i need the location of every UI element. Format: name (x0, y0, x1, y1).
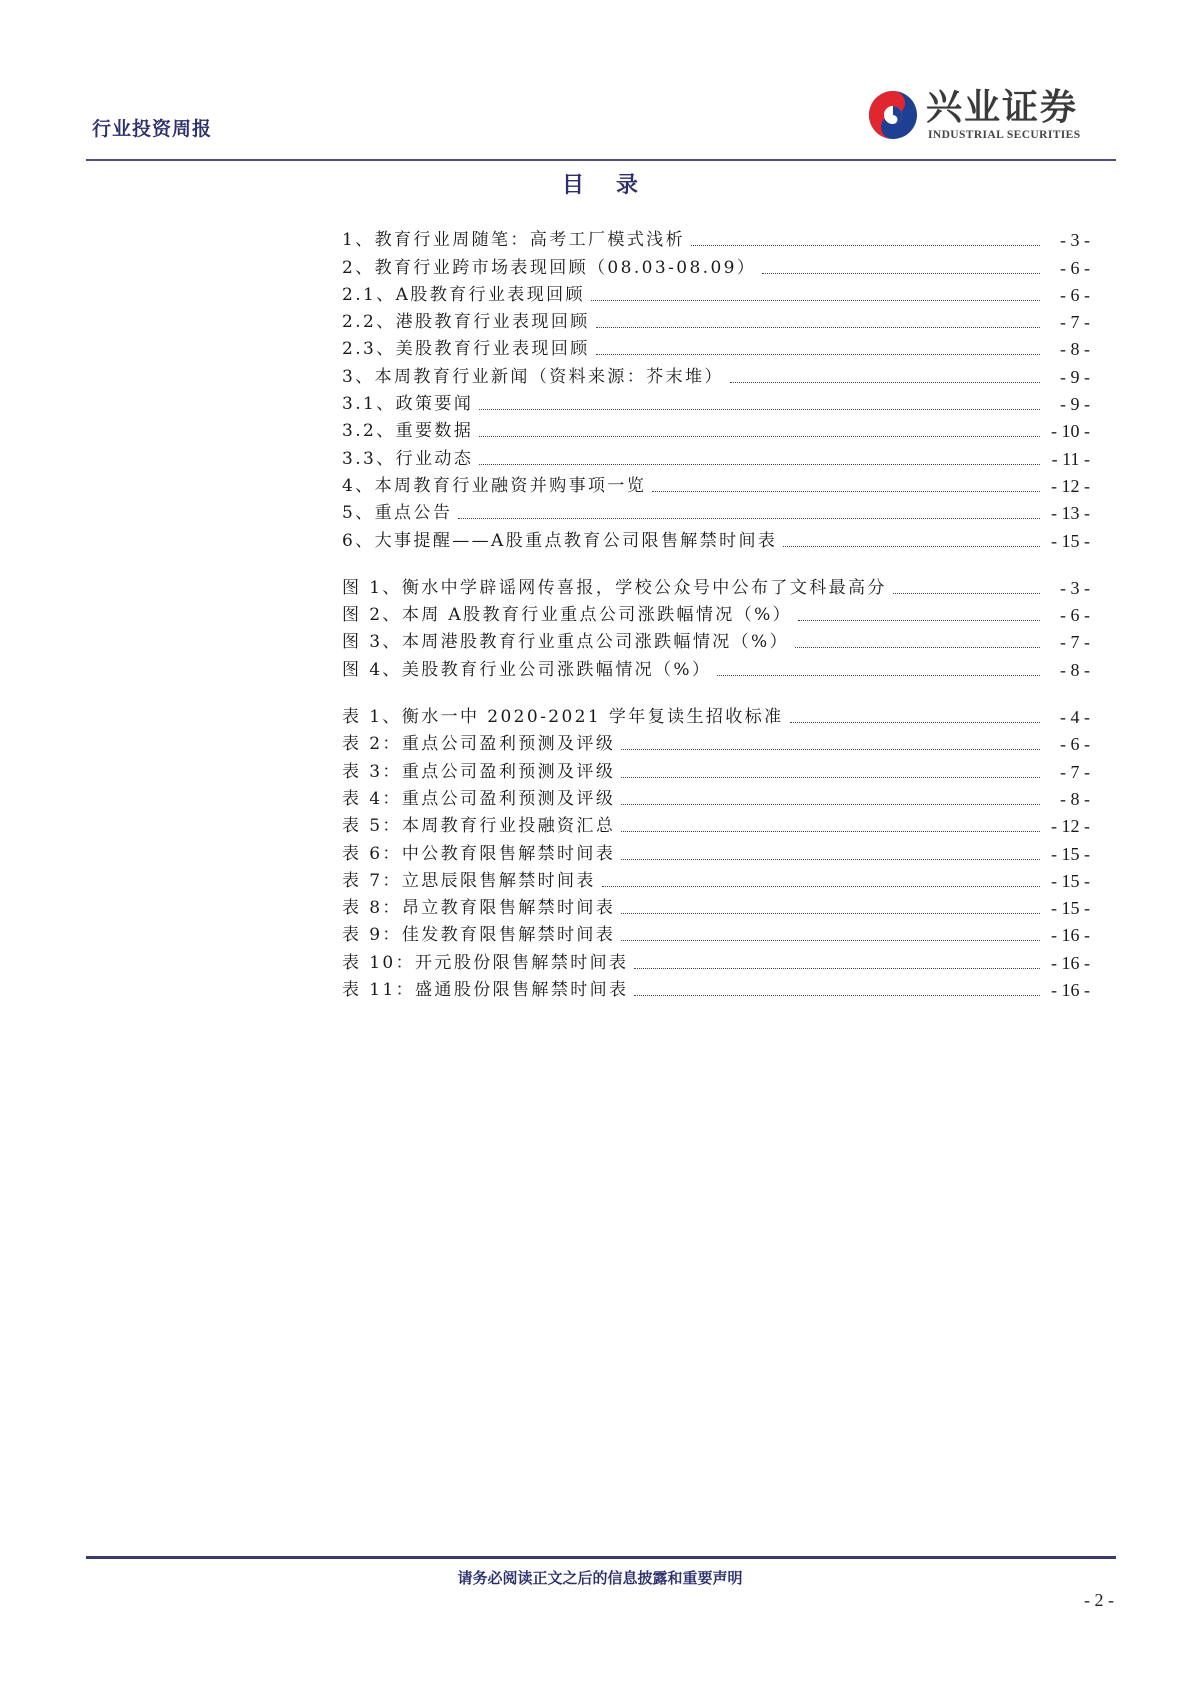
toc-table-entry[interactable] (342, 810, 1090, 837)
dot-leader (621, 830, 1040, 832)
dot-leader (602, 885, 1040, 887)
toc-entry-page[interactable]: - 6 - (1060, 734, 1090, 755)
toc-table-entry[interactable] (342, 919, 1090, 946)
toc-entry-page[interactable]: - 12 - (1051, 816, 1090, 837)
dot-leader (795, 646, 1040, 648)
toc-entry-label[interactable]: 表 10：开元股份限售解禁时间表 (342, 952, 629, 973)
toc-entry-page[interactable]: - 3 - (1060, 577, 1090, 598)
toc-entry-page[interactable]: - 6 - (1060, 257, 1090, 278)
toc-entry-label[interactable]: 表 5：本周教育行业投融资汇总 (342, 816, 616, 837)
toc-section-entry[interactable] (342, 497, 1090, 524)
toc-section-entry[interactable] (342, 224, 1090, 251)
toc-section-entry[interactable] (342, 442, 1090, 469)
toc-entry-page[interactable]: - 8 - (1060, 788, 1090, 809)
dot-leader (634, 994, 1040, 996)
toc-entry-label[interactable]: 图 4、美股教育行业公司涨跌幅情况（%） (342, 659, 712, 680)
toc-entry-label[interactable]: 3.3、行业动态 (342, 448, 474, 469)
toc-entry-label[interactable]: 5、重点公告 (342, 503, 453, 524)
toc-tables (342, 701, 1090, 1001)
toc-entry-page[interactable]: - 11 - (1051, 448, 1090, 469)
toc-entry-page[interactable]: - 15 - (1051, 898, 1090, 919)
toc-entry-page[interactable]: - 16 - (1051, 925, 1090, 946)
dot-leader (652, 490, 1040, 492)
toc-entry-label[interactable]: 图 1、衡水中学辟谣网传喜报，学校公众号中公布了文科最高分 (342, 577, 887, 598)
toc-entry-label[interactable]: 表 9：佳发教育限售解禁时间表 (342, 925, 616, 946)
toc-section-entry[interactable] (342, 415, 1090, 442)
toc-entry-label[interactable]: 4、本周教育行业融资并购事项一览 (342, 475, 647, 496)
toc-figure-entry[interactable] (342, 626, 1090, 653)
toc-section-entry[interactable] (342, 360, 1090, 387)
dot-leader (790, 721, 1041, 723)
dot-leader (893, 592, 1040, 594)
toc-table-entry[interactable] (342, 728, 1090, 755)
toc-table-entry[interactable] (342, 837, 1090, 864)
toc-section-entry[interactable] (342, 470, 1090, 497)
toc-entry-label[interactable]: 2.2、港股教育行业表现回顾 (342, 312, 590, 333)
toc-entry-page[interactable]: - 8 - (1060, 659, 1090, 680)
toc-entry-page[interactable]: - 16 - (1051, 980, 1090, 1001)
toc-figure-entry[interactable] (342, 572, 1090, 599)
footer-divider (86, 1556, 1116, 1559)
toc-entry-label[interactable]: 表 3：重点公司盈利预测及评级 (342, 761, 616, 782)
toc-entry-label[interactable]: 1、教育行业周随笔：高考工厂模式浅析 (342, 230, 686, 251)
page-number: - 2 - (1084, 1590, 1114, 1610)
dot-leader (621, 748, 1040, 750)
toc-title: 目录 (561, 173, 670, 198)
brand-name-cn: 兴业证券 (926, 87, 1079, 128)
toc-table-entry[interactable] (342, 755, 1090, 782)
toc-entry-page[interactable]: - 15 - (1051, 530, 1090, 551)
header-report-type: 行业投资周报 (92, 118, 213, 140)
toc-entry-page[interactable]: - 8 - (1060, 339, 1090, 360)
toc-entry-label[interactable]: 表 11：盛通股份限售解禁时间表 (342, 980, 629, 1001)
toc-entry-label[interactable]: 6、大事提醒——A股重点教育公司限售解禁时间表 (342, 530, 778, 551)
toc-entry-page[interactable]: - 12 - (1051, 475, 1090, 496)
dot-leader (621, 776, 1040, 778)
toc-entry-page[interactable]: - 3 - (1060, 230, 1090, 251)
toc-entry-page[interactable]: - 9 - (1060, 366, 1090, 387)
toc-entry-page[interactable]: - 6 - (1060, 284, 1090, 305)
dot-leader (634, 967, 1040, 969)
toc-figure-entry[interactable] (342, 599, 1090, 626)
toc-entry-label[interactable]: 3.2、重要数据 (342, 421, 474, 442)
toc-figure-entry[interactable] (342, 653, 1090, 680)
dot-leader (730, 381, 1040, 383)
toc-table-entry[interactable] (342, 974, 1090, 1001)
toc-entry-label[interactable]: 表 6：中公教育限售解禁时间表 (342, 843, 616, 864)
toc-section-entry[interactable] (342, 524, 1090, 551)
toc-entry-page[interactable]: - 16 - (1051, 952, 1090, 973)
header-divider (86, 159, 1116, 161)
toc-section-entry[interactable] (342, 333, 1090, 360)
toc-entry-page[interactable]: - 4 - (1060, 707, 1090, 728)
dot-leader (621, 939, 1040, 941)
dot-leader (762, 272, 1040, 274)
table-of-contents (342, 224, 1090, 1021)
toc-entry-label[interactable]: 3.1、政策要闻 (342, 394, 474, 415)
toc-entry-page[interactable]: - 7 - (1060, 632, 1090, 653)
toc-entry-label[interactable]: 2、教育行业跨市场表现回顾（08.03-08.09） (342, 257, 757, 278)
dot-leader (596, 326, 1040, 328)
toc-entry-page[interactable]: - 9 - (1060, 394, 1090, 415)
dot-leader (798, 619, 1040, 621)
toc-entry-label[interactable]: 3、本周教育行业新闻（资料来源：芥末堆） (342, 366, 724, 387)
toc-entry-label[interactable]: 表 7：立思辰限售解禁时间表 (342, 870, 596, 891)
brand-name-en: INDUSTRIAL SECURITIES (928, 129, 1081, 141)
dot-leader (621, 803, 1040, 805)
brand-logo (868, 88, 1118, 144)
toc-table-entry[interactable] (342, 865, 1090, 892)
logo-swirl-icon (868, 90, 918, 140)
dot-leader (479, 463, 1040, 465)
toc-section-entry[interactable] (342, 388, 1090, 415)
toc-entry-label[interactable]: 表 8：昂立教育限售解禁时间表 (342, 898, 616, 919)
toc-table-entry[interactable] (342, 892, 1090, 919)
toc-entry-label[interactable]: 图 2、本周 A股教育行业重点公司涨跌幅情况（%） (342, 605, 793, 626)
toc-entry-label[interactable]: 2.1、A股教育行业表现回顾 (342, 284, 585, 305)
toc-entry-page[interactable]: - 15 - (1051, 870, 1090, 891)
dot-leader (691, 244, 1040, 246)
toc-entry-label[interactable]: 表 2：重点公司盈利预测及评级 (342, 734, 616, 755)
dot-leader (621, 858, 1040, 860)
toc-entry-page[interactable]: - 6 - (1060, 605, 1090, 626)
toc-entry-page[interactable]: - 13 - (1051, 503, 1090, 524)
toc-table-entry[interactable] (342, 783, 1090, 810)
toc-table-entry[interactable] (342, 701, 1090, 728)
toc-entry-page[interactable]: - 7 - (1060, 312, 1090, 333)
toc-section-entry[interactable] (342, 306, 1090, 333)
toc-table-entry[interactable] (342, 946, 1090, 973)
toc-entry-label[interactable]: 表 1、衡水一中 2020-2021 学年复读生招收标准 (342, 707, 784, 728)
toc-entry-page[interactable]: - 10 - (1051, 421, 1090, 442)
dot-leader (591, 299, 1040, 301)
dot-leader (479, 435, 1040, 437)
dot-leader (717, 674, 1040, 676)
toc-entry-page[interactable]: - 15 - (1051, 843, 1090, 864)
dot-leader (479, 408, 1040, 410)
dot-leader (596, 353, 1040, 355)
toc-section-entry[interactable] (342, 251, 1090, 278)
dot-leader (621, 912, 1040, 914)
toc-entry-page[interactable]: - 7 - (1060, 761, 1090, 782)
dot-leader (458, 517, 1040, 519)
toc-entry-label[interactable]: 2.3、美股教育行业表现回顾 (342, 339, 590, 360)
toc-entry-label[interactable]: 表 4：重点公司盈利预测及评级 (342, 788, 616, 809)
toc-figures (342, 572, 1090, 681)
toc-entry-label[interactable]: 图 3、本周港股教育行业重点公司涨跌幅情况（%） (342, 632, 789, 653)
toc-sections (342, 224, 1090, 552)
dot-leader (783, 545, 1040, 547)
footer-disclaimer: 请务必阅读正文之后的信息披露和重要声明 (457, 1569, 743, 1587)
toc-section-entry[interactable] (342, 279, 1090, 306)
